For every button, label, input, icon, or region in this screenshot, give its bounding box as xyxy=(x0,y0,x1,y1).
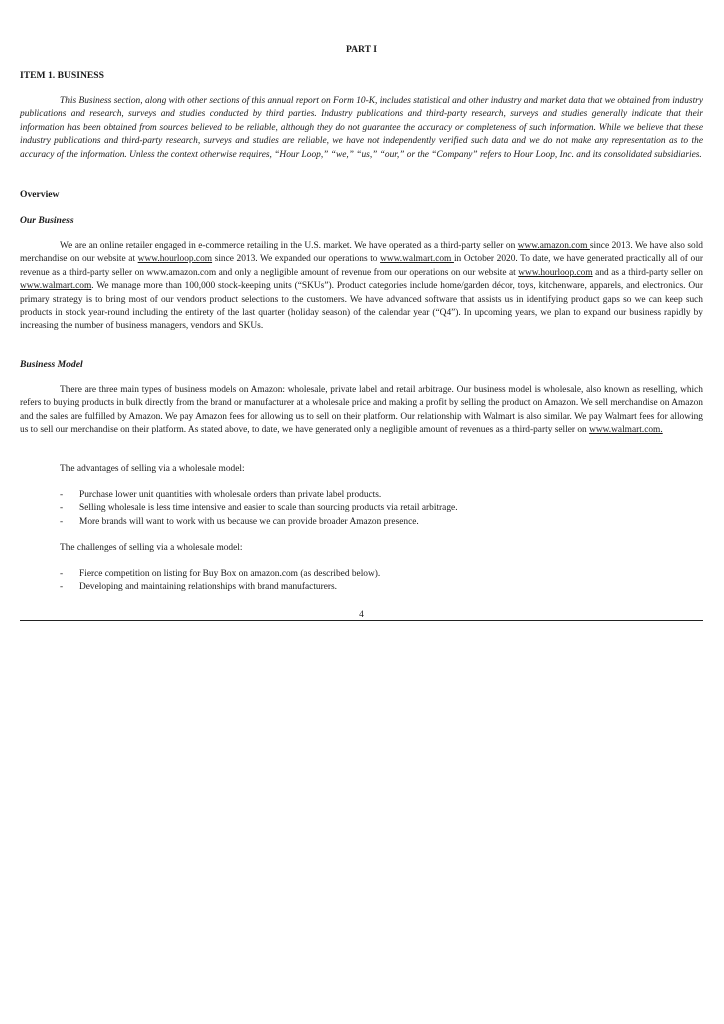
challenges-list xyxy=(60,568,380,595)
page-divider xyxy=(20,620,703,621)
advantages-intro: The advantages of selling via a wholesale model: xyxy=(60,464,245,474)
list-item xyxy=(60,516,458,529)
page-number: 4 xyxy=(359,610,364,620)
part-title: PART I xyxy=(345,44,378,55)
walmart-link-2[interactable]: www.walmart.com xyxy=(20,281,92,292)
bullet-dash: - xyxy=(60,490,64,500)
list-item xyxy=(60,581,380,594)
hourloop-link-2[interactable]: www.hourloop.com xyxy=(518,267,593,278)
list-item-text: Developing and maintaining relationships with brand manufacturers. xyxy=(79,582,338,593)
list-item-text: More brands will want to work with us because we can provide broader Amazon presence. xyxy=(79,516,419,527)
hourloop-link[interactable]: www.hourloop.com xyxy=(137,254,213,265)
list-item-text: Selling wholesale is less time intensive and easier to scale than sourcing products via retail arbitrage. xyxy=(79,503,458,514)
list-item xyxy=(60,489,458,502)
text-segment: in October 2020. To date, we have generated practically all of our revenue as a third-party seller on www.amazon.com and only a negligible amount of revenue from our operations on our website at xyxy=(20,254,703,278)
bullet-dash: - xyxy=(60,582,64,593)
overview-heading: Overview xyxy=(20,189,60,200)
list-item-text: Fierce competition on listing for Buy Box on amazon.com (as described below). xyxy=(79,569,381,579)
walmart-link[interactable]: www.walmart.com xyxy=(380,254,454,265)
text-segment: . We manage more than 100,000 stock-keeping units (“SKUs”). Product categories include home/garden décor, toys, kitchenware, apparels, and electronics. Our primary strategy is to bring most of our vendors product selections to the customers. We have advanced software that assists us in identifying product gaps so we can keep such products in stock year-round including the entirety of the last quarter (holiday season) of the calendar year (“Q4”). In upcoming years, we plan to expand our business rapidly by increasing the number of business managers, vendors and SKUs. xyxy=(20,281,703,332)
text-segment: and as a third-party seller on xyxy=(592,267,703,278)
list-item-text: Purchase lower unit quantities with wholesale orders than private label products. xyxy=(79,490,382,500)
item-title: ITEM 1. BUSINESS xyxy=(20,70,104,81)
business-model-heading: Business Model xyxy=(20,359,83,370)
challenges-intro: The challenges of selling via a wholesale model: xyxy=(60,543,243,553)
intro-paragraph: This Business section, along with other sections of this annual report on Form 10-K, includes statistical and other industry and market data that we obtained from industry publications and research, surveys and studies conducted by third parties. Industry publications and third-party research, surveys and studies generally indicate that their information has been obtained from sources believed to be reliable, although they do not guarantee the accuracy or completeness of such information. While we believe that these industry publications and third-party research, surveys and studies are reliable, we have not independently verified such data and we do not make any representation as to the accuracy of the information. Unless the context otherwise requires, “Hour Loop,” “we,” “us,” “our,” or the “Company” refers to Hour Loop, Inc. and its consolidated subsidiaries. xyxy=(20,96,703,160)
list-item xyxy=(60,568,380,581)
text-segment: There are three main types of business models on Amazon: wholesale, private label and retail arbitrage. Our business model is wholesale, also known as reselling, which refers to buying products in bulk directly from the brand or manufacturer at a wholesale price and making a profit by selling the product on Amazon. We sell merchandise on Amazon and the sales are fulfilled by Amazon. We pay Amazon fees for allowing us to sell on their platform. Our relationship with Walmart is also similar. We pay Walmart fees for allowing us to sell our merchandise on their platform. As stated above, to date, we have generated only a negligible amount of revenues as a third-party seller on xyxy=(20,385,703,436)
list-item xyxy=(60,502,458,515)
walmart-link-3[interactable]: www.walmart.com. xyxy=(589,425,663,436)
our-business-paragraph xyxy=(20,240,703,334)
advantages-list xyxy=(60,489,458,529)
business-model-paragraph xyxy=(20,384,703,438)
text-segment: since 2013. We have also sold merchandise on our website at xyxy=(20,241,703,265)
text-segment: since 2013. We expanded our operations to xyxy=(212,254,381,265)
bullet-dash: - xyxy=(60,516,64,527)
our-business-heading: Our Business xyxy=(20,215,74,226)
bullet-dash: - xyxy=(60,503,64,514)
amazon-link[interactable]: www.amazon.com xyxy=(517,241,590,251)
text-segment: We are an online retailer engaged in e-commerce retailing in the U.S. market. We have operated as a third-party seller on xyxy=(60,241,518,251)
bullet-dash: - xyxy=(60,569,64,579)
